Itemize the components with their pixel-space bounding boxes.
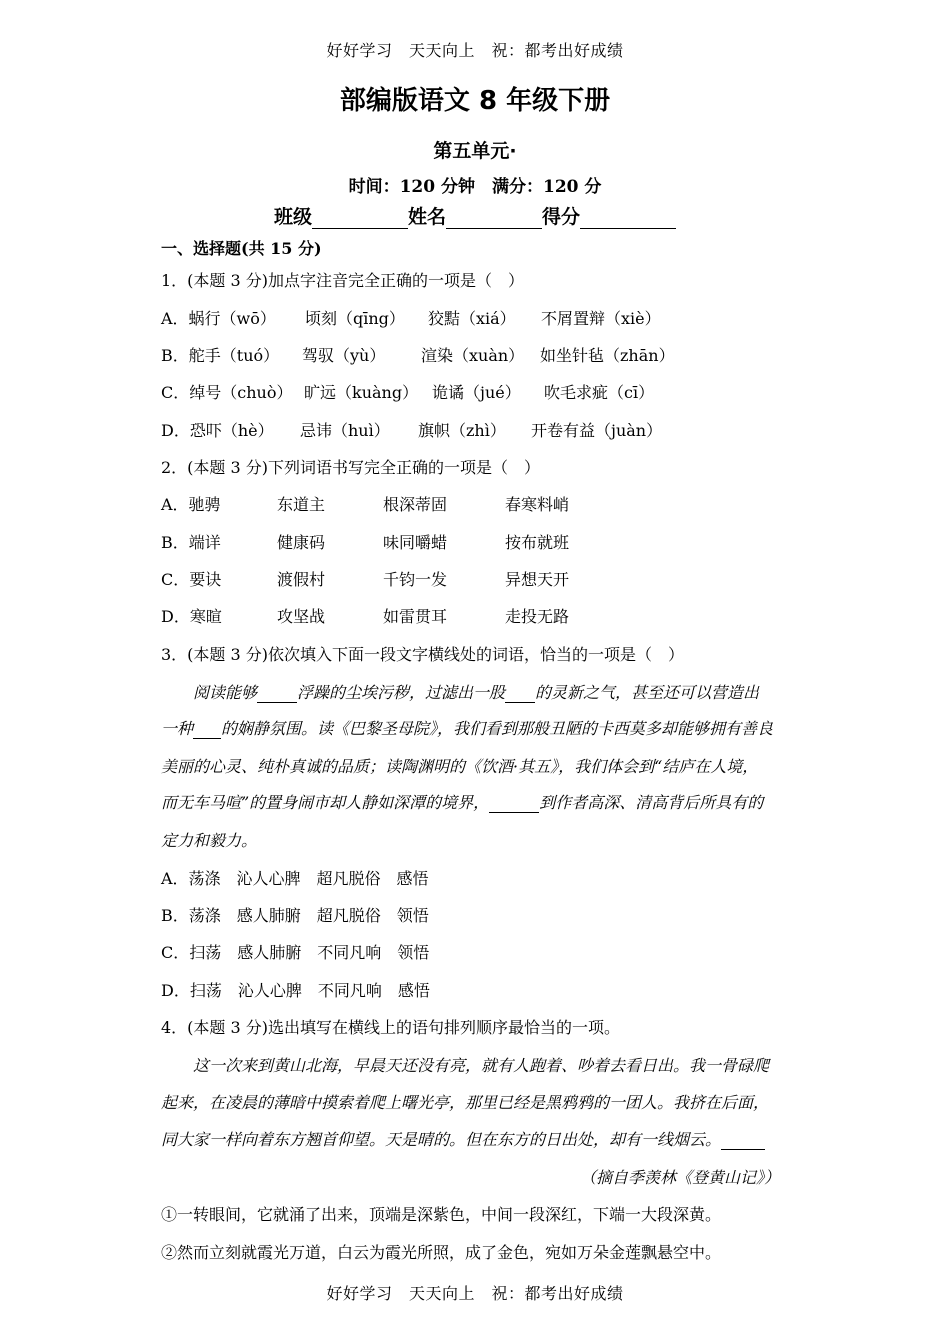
q3-option-b: B．荡涤 感人肺腑 超凡脱俗 领悟 — [161, 906, 429, 925]
q1-option-d-3: 旗帜（zhì） — [418, 421, 506, 440]
q2-option-c-4: 异想天开 — [505, 570, 570, 589]
q3-option-d: D．扫荡 沁人心脾 不同凡响 感悟 — [161, 981, 430, 1000]
q3-passage-line-5: 定力和毅力。 — [161, 831, 258, 850]
q3-passage-line-4: 而无车马喧”的置身闹市却人静如深潭的境界， 到作者高深、清高背后所具有的 — [161, 793, 764, 812]
name-blank[interactable] — [446, 208, 542, 229]
name-label: 姓名 — [407, 206, 446, 228]
section-heading: 一、选择题(共 15 分) — [161, 239, 322, 258]
q1-option-b-1: B．舵手（tuó） — [161, 346, 280, 365]
q3-blank-4[interactable] — [489, 796, 539, 813]
q3-passage-line-1: 阅读能够 浮躁的尘埃污秽，过滤出一股 的灵新之气，甚至还可以营造出 — [161, 683, 760, 702]
q2-option-a-1: A．驰骋 — [161, 495, 221, 514]
q2-option-d-3: 如雷贯耳 — [383, 607, 448, 626]
score-label: 得分 — [542, 206, 581, 228]
q1-option-a-4: 不屑置辩（xiè） — [541, 309, 661, 328]
q4-passage-line-2: 起来，在凌晨的薄暗中摸索着爬上曙光亭，那里已经是黑鸦鸦的一团人。我挤在后面， — [161, 1093, 770, 1112]
q2-option-c-3: 千钧一发 — [383, 570, 448, 589]
q1-option-c-3: 诡谲（jué） — [432, 383, 521, 402]
q1-option-a-3: 狡黠（xiá） — [428, 309, 516, 328]
q2-option-b-1: B．端详 — [161, 533, 221, 552]
question-1-stem: 1．(本题 3 分)加点字注音完全正确的一项是（ ） — [161, 271, 525, 290]
class-label: 班级 — [273, 206, 312, 228]
q2-option-c-1: C．要诀 — [161, 570, 222, 589]
q4-passage-line-3: 同大家一样向着东方翘首仰望。天是晴的。但在东方的日出处，却有一线烟云。 — [161, 1127, 801, 1150]
q1-option-d-4: 开卷有益（juàn） — [531, 421, 663, 440]
q3-option-c: C．扫荡 感人肺腑 不同凡响 领悟 — [161, 943, 430, 962]
q2-option-b-4: 按布就班 — [505, 533, 570, 552]
q2-option-a-2: 东道主 — [277, 495, 326, 514]
q2-option-d-1: D．寒暄 — [161, 607, 222, 626]
q1-option-d-1: D．恐吓（hè） — [161, 421, 274, 440]
q1-option-b-3: 渲染（xuàn） — [421, 346, 525, 365]
q1-option-c-1: C．绰号（chuò） — [161, 383, 293, 402]
q1-option-a-2: 顷刻（qīng） — [305, 309, 405, 328]
q2-option-b-3: 味同嚼蜡 — [383, 533, 448, 552]
q4-source: （摘自季羡林《登黄山记》） — [579, 1168, 780, 1187]
q1-option-b-4: 如坐针毡（zhān） — [540, 346, 675, 365]
q1-option-c-4: 吹毛求疵（cī） — [544, 383, 655, 402]
q1-option-a-1: A．蜗行（wō） — [161, 309, 276, 328]
q2-option-d-4: 走投无路 — [505, 607, 570, 626]
q1-option-b-2: 驾驭（yù） — [302, 346, 386, 365]
q3-option-a: A．荡涤 沁人心脾 超凡脱俗 感悟 — [161, 869, 429, 888]
q4-item-2: ②然而立刻就霞光万道，白云为霞光所照，成了金色，宛如万朵金莲飘悬空中。 — [161, 1243, 722, 1262]
q2-option-b-2: 健康码 — [277, 533, 326, 552]
question-4-stem: 4．(本题 3 分)选出填写在横线上的语句排列顺序最恰当的一项。 — [161, 1018, 621, 1037]
q4-passage-line-1: 这一次来到黄山北海，早晨天还没有亮，就有人跑着、吵着去看日出。我一骨碌爬 — [161, 1056, 770, 1075]
document-title: 部编版语文 8 年级下册 — [339, 86, 611, 116]
question-3-stem: 3．(本题 3 分)依次填入下面一段文字横线处的词语，恰当的一项是（ ） — [161, 645, 685, 664]
q3-passage-line-2: 一种 的娴静氛围。读《巴黎圣母院》，我们看到那般丑陋的卡西莫多却能够拥有善良 — [161, 719, 774, 738]
q2-option-a-3: 根深蒂固 — [383, 495, 448, 514]
question-2-stem: 2．(本题 3 分)下列词语书写完全正确的一项是（ ） — [161, 458, 541, 477]
q2-option-c-2: 渡假村 — [277, 570, 326, 589]
q2-option-d-2: 攻坚战 — [277, 607, 326, 626]
q3-passage-line-3: 美丽的心灵、纯朴真诚的品质；读陶渊明的《饮酒·其五》，我们体会到“结庐在人境， — [161, 757, 759, 776]
q4-blank[interactable] — [721, 1133, 765, 1150]
page-footer: 好好学习 天天向上 祝：都考出好成绩 — [326, 1284, 624, 1303]
class-blank[interactable] — [312, 208, 408, 229]
student-info-line — [0, 202, 950, 229]
time-info: 时间：120 分钟 满分：120 分 — [348, 177, 602, 197]
q4-item-1: ①一转眼间，它就涌了出来，顶端是深紫色，中间一段深红，下端一大段深黄。 — [161, 1205, 722, 1224]
q3-blank-2[interactable] — [505, 686, 535, 703]
q3-blank-1[interactable] — [257, 686, 297, 703]
q3-blank-3[interactable] — [193, 722, 221, 739]
q2-option-a-4: 春寒料峭 — [505, 495, 570, 514]
unit-title: 第五单元· — [433, 140, 517, 162]
q1-option-d-2: 忌讳（huì） — [300, 421, 390, 440]
score-blank[interactable] — [580, 208, 676, 229]
page-header: 好好学习 天天向上 祝：都考出好成绩 — [326, 41, 624, 60]
q1-option-c-2: 旷远（kuàng） — [304, 383, 419, 402]
